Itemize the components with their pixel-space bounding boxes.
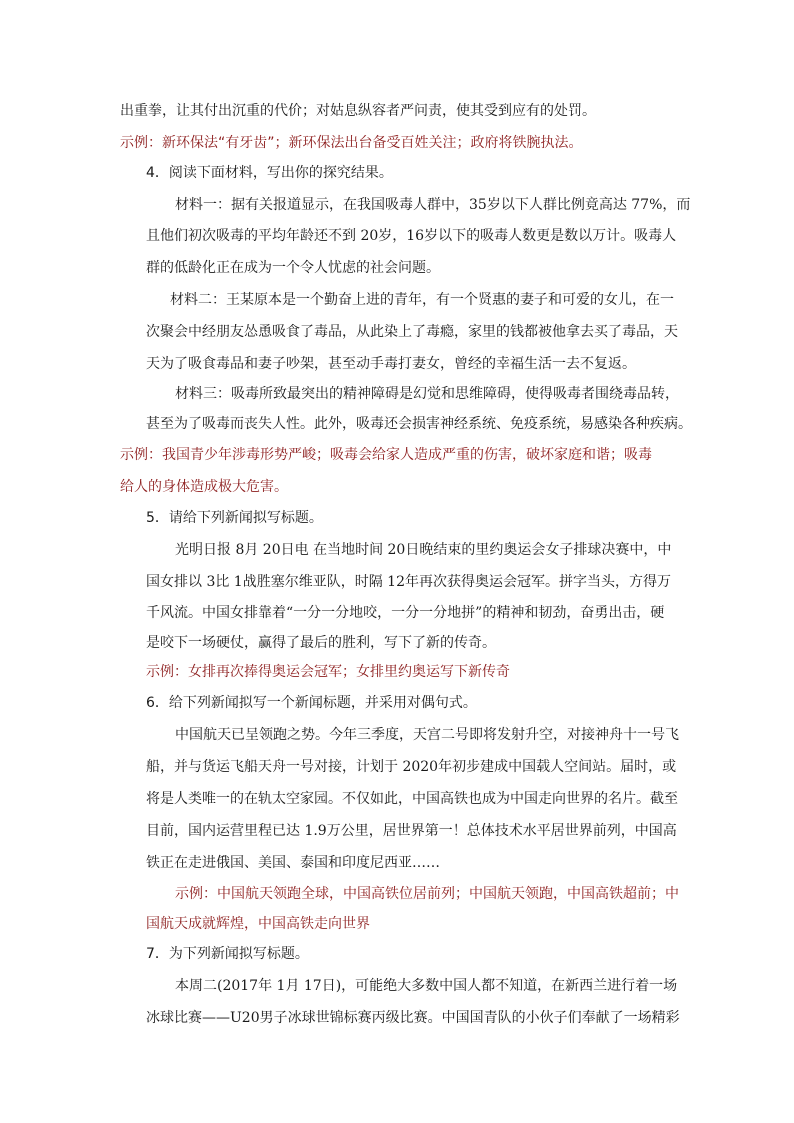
text-line: 次聚会中经朋友怂恿吸食了毒品，从此染上了毒瘾，家里的钱都被他拿去买了毒品，天 <box>146 324 678 340</box>
answer-line: 示例：中国航天领跑全球，中国高铁位居前列；中国航天领跑，中国高铁超前；中 <box>175 886 679 902</box>
answer-line: 示例：女排再次捧得奥运会冠军；女排里约奥运写下新传奇 <box>146 664 510 680</box>
question-heading: 4．阅读下面材料，写出你的探究结果。 <box>146 165 393 181</box>
answer-line: 示例：我国青少年涉毒形势严峻；吸毒会给家人造成严重的伤害，破坏家庭和谐；吸毒 <box>120 447 652 463</box>
text-line: 铁正在走进俄国、美国、泰国和印度尼西亚…… <box>146 855 440 871</box>
text-line: 且他们初次吸毒的平均年龄还不到 20岁，16岁以下的吸毒人数更是数以万计。吸毒人 <box>146 228 677 244</box>
text-line: 船，并与货运飞船天舟一号对接，计划于 2020年初步建成中国载人空间站。届时，或 <box>146 759 677 775</box>
text-line: 国女排以 3比 1战胜塞尔维亚队，时隔 12年再次获得奥运会冠军。拼字当头，方得万 <box>146 574 671 590</box>
text-line: 甚至为了吸毒而丧失人性。此外，吸毒还会损害神经系统、免疫系统，易感染各种疾病。 <box>146 416 692 432</box>
text-line: 光明日报 8月 20日电 在当地时间 20日晚结束的里约奥运会女子排球决赛中，中 <box>175 542 672 558</box>
answer-line: 国航天成就辉煌，中国高铁走向世界 <box>146 916 370 932</box>
answer-line: 示例：新环保法“有牙齿”；新环保法出台备受百姓关注；政府将铁腕执法。 <box>120 135 583 151</box>
text-line: 材料一：据有关报道显示，在我国吸毒人群中，35岁以下人群比例竟高达 77%，而 <box>175 197 691 213</box>
text-line: 群的低龄化正在成为一个令人忧虑的社会问题。 <box>146 260 440 276</box>
text-line: 中国航天已呈领跑之势。今年三季度，天宫二号即将发射升空，对接神舟十一号飞 <box>175 727 679 743</box>
question-heading: 7．为下列新闻拟写标题。 <box>146 946 309 962</box>
text-line: 是咬下一场硬仗，赢得了最后的胜利，写下了新的传奇。 <box>146 635 496 651</box>
question-heading: 6．给下列新闻拟写一个新闻标题，并采用对偶句式。 <box>146 695 477 711</box>
text-line: 材料二：王某原本是一个勤奋上进的青年，有一个贤惠的妻子和可爱的女儿，在一 <box>170 292 674 308</box>
text-line: 冰球比赛——U20男子冰球世锦标赛丙级比赛。中国国青队的小伙子们奉献了一场精彩 <box>146 1010 680 1026</box>
text-line: 将是人类唯一的在轨太空家园。不仅如此，中国高铁也成为中国走向世界的名片。截至 <box>146 791 678 807</box>
text-line: 出重拳，让其付出沉重的代价；对姑息纵容者严问责，使其受到应有的处罚。 <box>120 103 596 119</box>
text-line: 天为了吸食毒品和妻子吵架，甚至动手毒打妻女，曾经的幸福生活一去不复返。 <box>146 356 636 372</box>
text-line: 材料三：吸毒所致最突出的精神障碍是幻觉和思维障碍，使得吸毒者围绕毒品转， <box>175 386 679 402</box>
answer-line: 给人的身体造成极大危害。 <box>120 479 288 495</box>
text-line: 本周二(2017年 1月 17日)，可能绝大多数中国人都不知道，在新西兰进行着一场 <box>175 978 678 994</box>
text-line: 千风流。中国女排靠着“一分一分地咬，一分一分地拼”的精神和韧劲，奋勇出击，硬 <box>146 605 665 621</box>
question-heading: 5．请给下列新闻拟写标题。 <box>146 510 323 526</box>
text-line: 目前，国内运营里程已达 1.9万公里，居世界第一！总体技术水平居世界前列，中国高 <box>146 823 677 839</box>
